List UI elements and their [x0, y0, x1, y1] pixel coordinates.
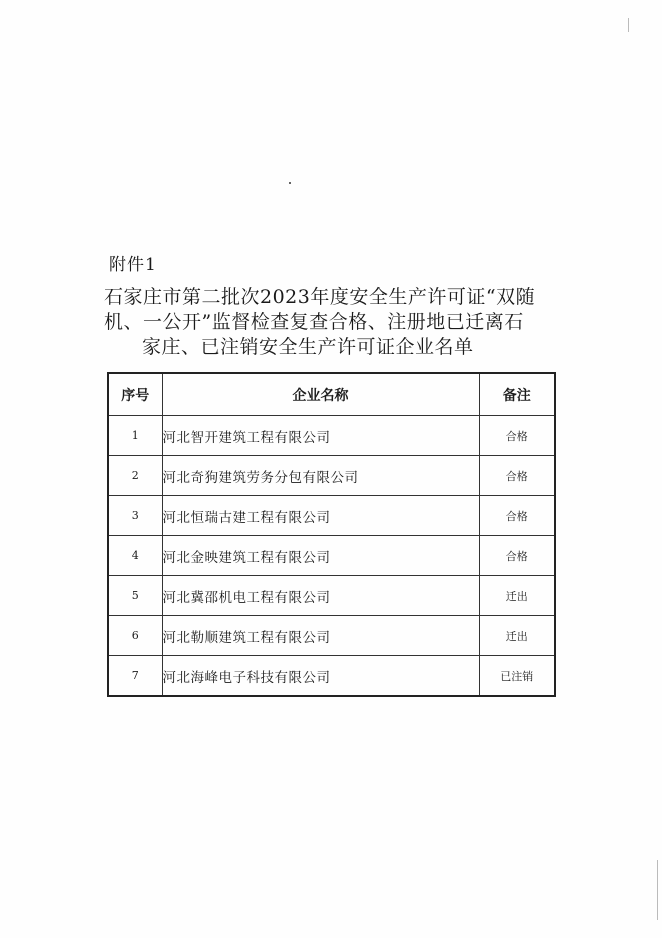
- title-line-2: 机、一公开”监督检查复查合格、注册地已迁离石: [104, 311, 524, 333]
- scan-speck: [289, 182, 291, 184]
- company-name: 河北海峰电子科技有限公司: [162, 656, 479, 697]
- table-row: [108, 536, 555, 576]
- table-row: [108, 656, 555, 697]
- row-note: 迁出: [479, 576, 555, 616]
- row-note: 合格: [479, 456, 555, 496]
- company-name: 河北奇狗建筑劳务分包有限公司: [162, 456, 479, 496]
- row-number: 7: [108, 656, 162, 697]
- table-row: [108, 456, 555, 496]
- company-name: 河北冀邵机电工程有限公司: [162, 576, 479, 616]
- company-list-table: [107, 372, 556, 697]
- table-row: [108, 616, 555, 656]
- row-note: 合格: [479, 496, 555, 536]
- table-row: [108, 496, 555, 536]
- column-header-name: 企业名称: [162, 373, 479, 416]
- column-header-no: 序号: [108, 373, 162, 416]
- row-number: 1: [108, 416, 162, 456]
- scan-edge-mark: [657, 860, 658, 920]
- row-note: 已注销: [479, 656, 555, 697]
- title-line-1: 石家庄市第二批次2023年度安全生产许可证“双随: [104, 286, 536, 308]
- row-number: 6: [108, 616, 162, 656]
- row-note: 合格: [479, 416, 555, 456]
- table-header-row: [108, 373, 555, 416]
- column-header-note: 备注: [479, 373, 555, 416]
- document-title: [104, 285, 564, 360]
- row-number: 2: [108, 456, 162, 496]
- attachment-label: 附件1: [109, 255, 157, 275]
- row-number: 4: [108, 536, 162, 576]
- table-row: [108, 416, 555, 456]
- row-note: 合格: [479, 536, 555, 576]
- company-name: 河北恒瑞古建工程有限公司: [162, 496, 479, 536]
- table-row: [108, 576, 555, 616]
- company-name: 河北金映建筑工程有限公司: [162, 536, 479, 576]
- row-note: 迁出: [479, 616, 555, 656]
- title-line-3: 家庄、已注销安全生产许可证企业名单: [142, 336, 474, 358]
- row-number: 5: [108, 576, 162, 616]
- company-name: 河北勒顺建筑工程有限公司: [162, 616, 479, 656]
- row-number: 3: [108, 496, 162, 536]
- scan-edge-mark: [628, 18, 629, 32]
- company-name: 河北智开建筑工程有限公司: [162, 416, 479, 456]
